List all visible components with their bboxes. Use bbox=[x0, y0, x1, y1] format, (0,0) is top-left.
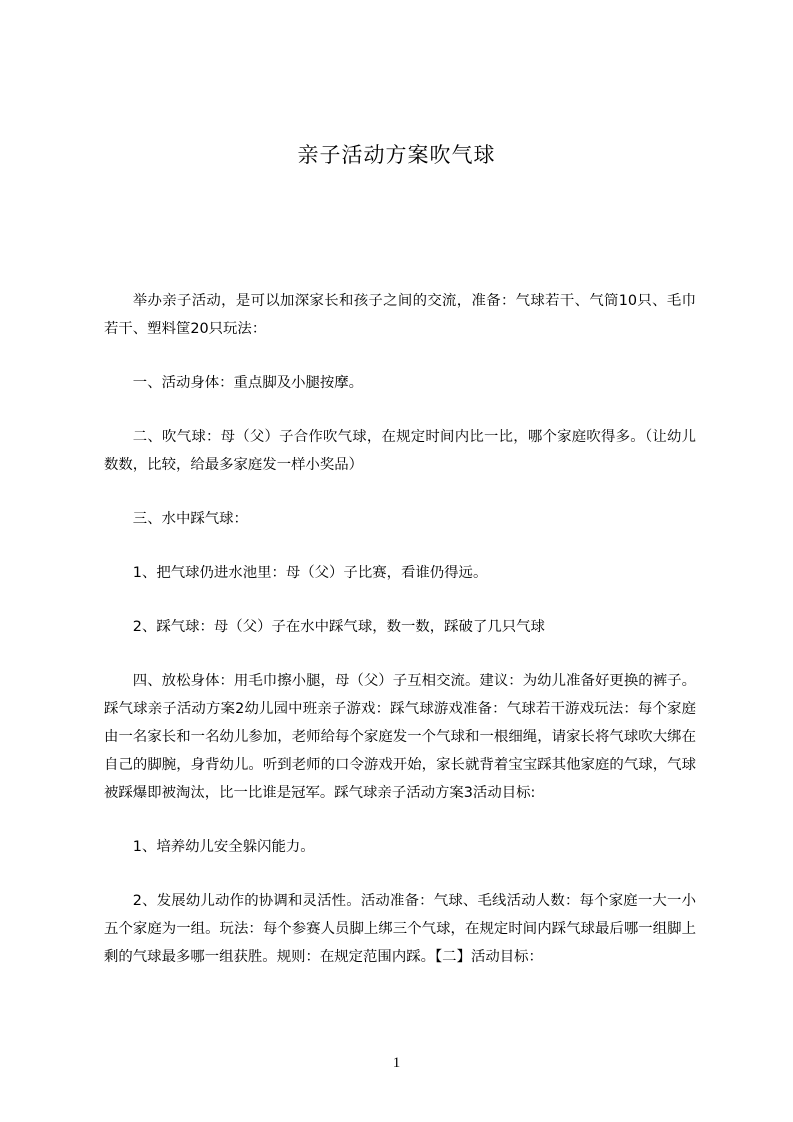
paragraph-step-4: 四、放松身体：用毛巾擦小腿，母（父）子互相交流。建议：为幼儿准备好更换的裤子。踩气球亲子活动方案2幼儿园中班亲子游戏：踩气球游戏准备：气球若干游戏玩法：每个家庭由一名家长和一名幼儿参加，老师给每个家庭发一个气球和一根细绳，请家长将气球吹大绑在自己的脚腕，身背幼儿。听到老师的口令游戏开始，家长就背着宝宝踩其他家庭的气球，气球被踩爆即被淘汰，比一比谁是冠军。踩气球亲子活动方案3活动目标: bbox=[104, 673, 696, 801]
document-body bbox=[104, 287, 696, 971]
paragraph-step-3-2: 2、踩气球：母（父）子在水中踩气球，数一数，踩破了几只气球 bbox=[132, 619, 545, 635]
page-number: 1 bbox=[392, 1055, 401, 1071]
paragraph-step-2: 二、吹气球：母（父）子合作吹气球，在规定时间内比一比，哪个家庭吹得多。（让幼儿数数，比较，给最多家庭发一样小奖品） bbox=[104, 429, 696, 473]
paragraph-intro: 举办亲子活动，是可以加深家长和孩子之间的交流，准备：气球若干、气筒10只、毛巾若干、塑料筐20只玩法： bbox=[104, 293, 696, 337]
paragraph-goal-2: 2、发展幼儿动作的协调和灵活性。活动准备：气球、毛线活动人数：每个家庭一大一小五个家庭为一组。玩法：每个参赛人员脚上绑三个气球，在规定时间内踩气球最后哪一组脚上剩的气球最多哪一组获胜。规则：在规定范围内踩。【二】活动目标： bbox=[104, 893, 696, 965]
paragraph-step-1: 一、活动身体：重点脚及小腿按摩。 bbox=[132, 375, 364, 391]
paragraph-step-3-1: 1、把气球仍进水池里：母（父）子比赛，看谁仍得远。 bbox=[132, 565, 488, 581]
paragraph-step-3: 三、水中踩气球： bbox=[132, 511, 248, 527]
document-title: 亲子活动方案吹气球 bbox=[297, 143, 496, 167]
paragraph-goal-1: 1、培养幼儿安全躲闪能力。 bbox=[132, 839, 315, 855]
